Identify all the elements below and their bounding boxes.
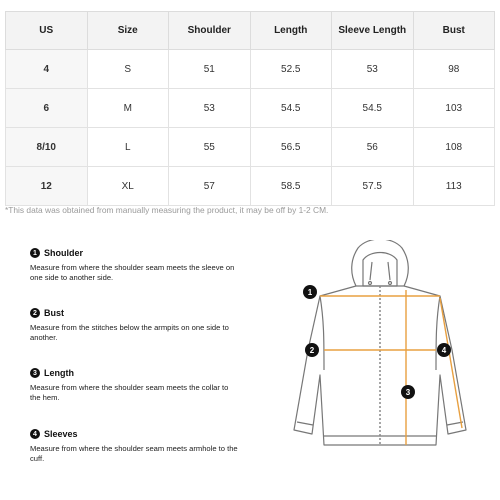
- guide-title: Shoulder: [44, 248, 84, 258]
- marker-4-label: 4: [441, 346, 447, 355]
- cell-shoulder: 57: [169, 167, 251, 206]
- cell-us: 4: [6, 50, 88, 89]
- header-sleeve-length: Sleeve Length: [332, 12, 414, 50]
- measurement-note: *This data was obtained from manually measuring the product, it may be off by 1-2 CM.: [5, 205, 329, 215]
- guide-heading: [30, 368, 240, 378]
- header-size: Size: [87, 12, 169, 50]
- guide-item-sleeves: [30, 429, 240, 464]
- cell-sleeve-length: 54.5: [332, 89, 414, 128]
- cell-us: 12: [6, 167, 88, 206]
- cell-bust: 108: [413, 128, 495, 167]
- hoodie-diagram: [280, 240, 480, 460]
- number-badge-icon: 1: [30, 248, 40, 258]
- guide-description: Measure from where the shoulder seam meets the collar to the hem.: [30, 383, 229, 402]
- cell-length: 52.5: [250, 50, 332, 89]
- cell-shoulder: 51: [169, 50, 251, 89]
- number-badge-icon: 4: [30, 429, 40, 439]
- guide-title: Bust: [44, 308, 64, 318]
- guide-description: Measure from the stitches below the armpits on one side to another.: [30, 323, 229, 342]
- number-badge-icon: 3: [30, 368, 40, 378]
- size-chart-table: [5, 11, 495, 206]
- guide-item-bust: [30, 308, 240, 343]
- guide-title: Sleeves: [44, 429, 78, 439]
- header-shoulder: Shoulder: [169, 12, 251, 50]
- table-row: [6, 167, 495, 206]
- cell-length: 58.5: [250, 167, 332, 206]
- cell-us: 6: [6, 89, 88, 128]
- guide-title: Length: [44, 368, 74, 378]
- guide-item-shoulder: [30, 248, 240, 283]
- table-header-row: [6, 12, 495, 50]
- cell-bust: 98: [413, 50, 495, 89]
- cell-size: XL: [87, 167, 169, 206]
- cell-size: L: [87, 128, 169, 167]
- header-bust: Bust: [413, 12, 495, 50]
- guide-heading: [30, 308, 240, 318]
- marker-3-label: 3: [405, 388, 411, 397]
- guide-description: Measure from where the shoulder seam meets armhole to the cuff.: [30, 444, 238, 463]
- guide-heading: [30, 429, 240, 439]
- table-row: [6, 89, 495, 128]
- cell-shoulder: 53: [169, 89, 251, 128]
- marker-2-label: 2: [309, 346, 315, 355]
- cell-sleeve-length: 56: [332, 128, 414, 167]
- cell-us: 8/10: [6, 128, 88, 167]
- guide-item-length: [30, 368, 240, 403]
- cell-bust: 113: [413, 167, 495, 206]
- guide-description: Measure from where the shoulder seam meets the sleeve on one side to another side.: [30, 263, 235, 282]
- cell-length: 54.5: [250, 89, 332, 128]
- cell-size: M: [87, 89, 169, 128]
- table-row: [6, 128, 495, 167]
- sleeve-measure-line: [440, 298, 462, 428]
- header-us: US: [6, 12, 88, 50]
- cell-length: 56.5: [250, 128, 332, 167]
- measurement-lines: [320, 290, 462, 445]
- cell-shoulder: 55: [169, 128, 251, 167]
- cell-size: S: [87, 50, 169, 89]
- number-badge-icon: 2: [30, 308, 40, 318]
- marker-1-label: 1: [307, 288, 313, 297]
- header-length: Length: [250, 12, 332, 50]
- guide-heading: [30, 248, 240, 258]
- cell-sleeve-length: 57.5: [332, 167, 414, 206]
- cell-bust: 103: [413, 89, 495, 128]
- table-row: [6, 50, 495, 89]
- cell-sleeve-length: 53: [332, 50, 414, 89]
